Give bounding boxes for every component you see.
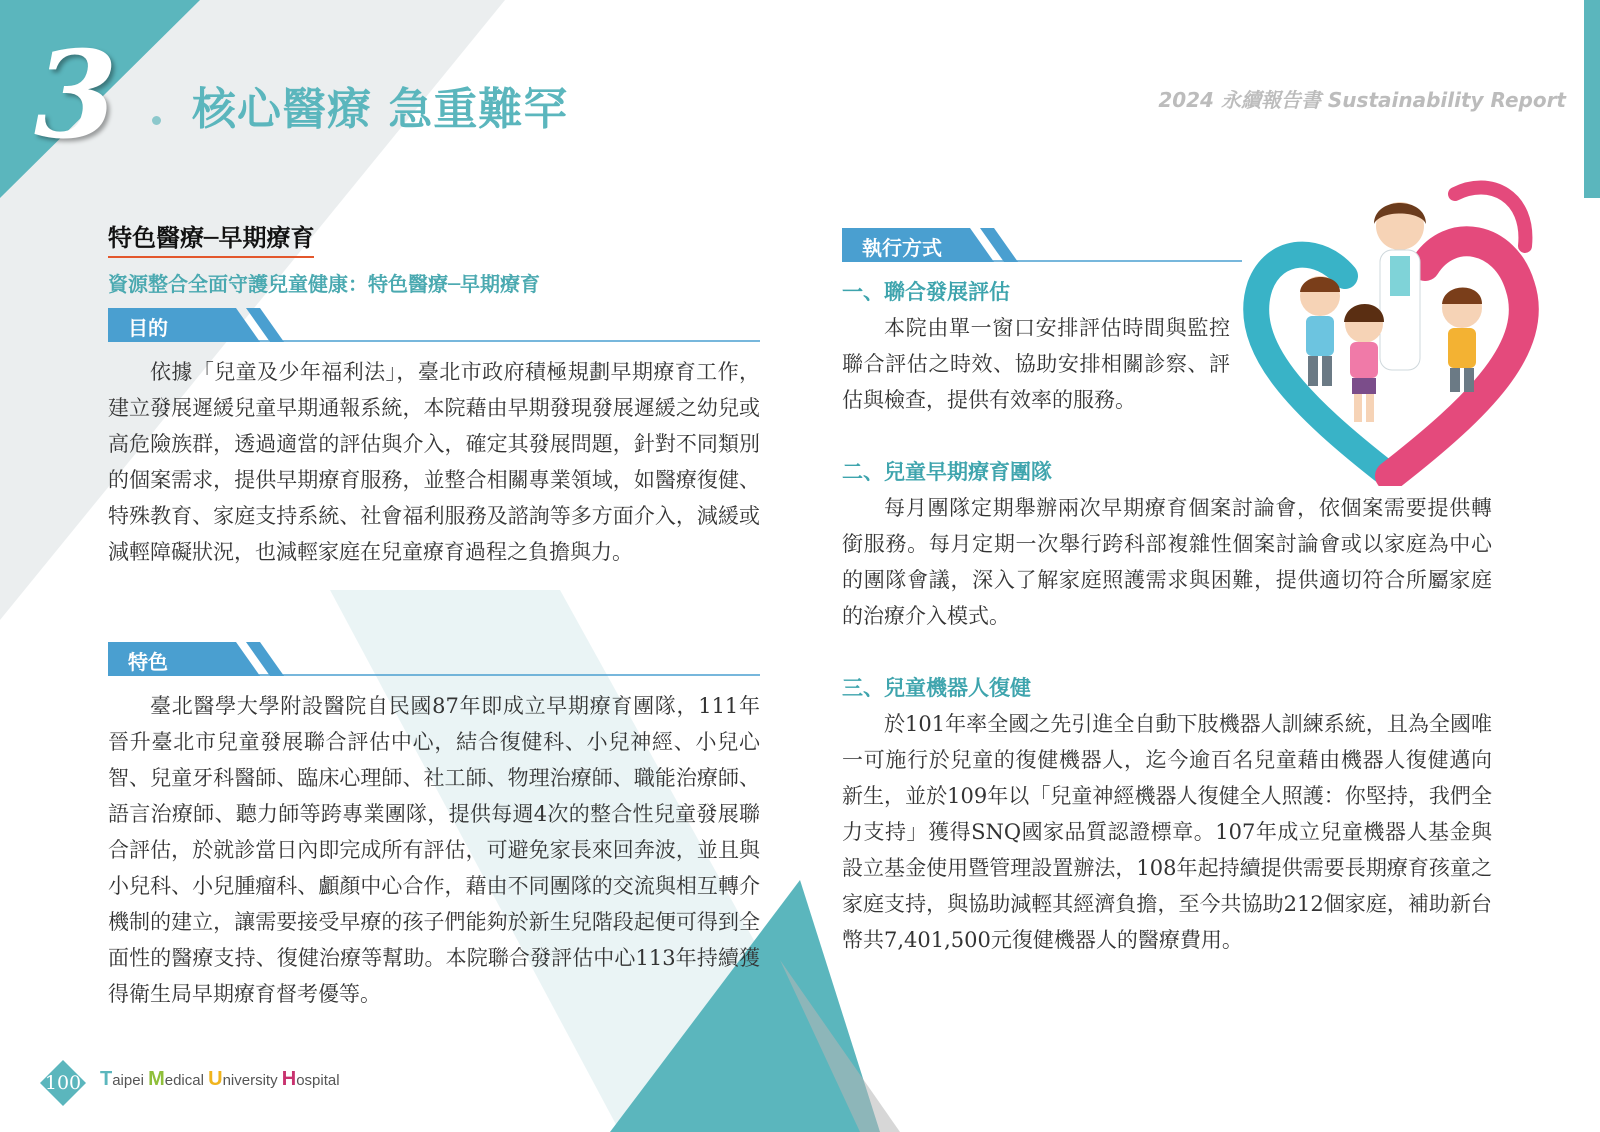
method-header-bar xyxy=(842,228,1242,262)
item2-title: 二、兒童早期療育團隊 xyxy=(842,460,1052,484)
feature-header-bar xyxy=(108,642,760,676)
brand-word-university: niversity xyxy=(222,1072,282,1089)
item1-text: 本院由單一窗口安排評估時間與監控聯合評估之時效、協助安排相關診察、評估與檢查，提供有效率的服務。 xyxy=(842,316,1230,412)
section-title: 特色醫療─早期療育 xyxy=(108,222,314,258)
section-subtitle: 資源整合全面守護兒童健康：特色醫療─早期療育 xyxy=(108,272,541,296)
page-number: 100 xyxy=(44,1072,82,1094)
brand-word-taipei: aipei xyxy=(112,1072,149,1089)
side-tab xyxy=(1584,0,1600,198)
footer-brand xyxy=(100,1068,340,1091)
brand-letter-t: T xyxy=(100,1068,113,1090)
brand-letter-h: H xyxy=(281,1068,297,1090)
chapter-dot xyxy=(152,116,161,125)
feature-label: 特色 xyxy=(128,650,168,674)
item3-text: 於101年率全國之先引進全自動下肢機器人訓練系統，且為全國唯一可施行於兒童的復健機器人，迄今逾百名兒童藉由機器人復健邁向新生，並於109年以「兒童神經機器人復健全人照護：你堅持，我們全力支持」獲得SNQ國家品質認證標章。107年成立兒童機器人基金與設立基金使用暨管理設置辦法，108年起持續提供需要長期療育孩童之家庭支持，與協助減輕其經濟負擔，至今共協助212個家庭，補助新台幣共7,401,500元復健機器人的醫療費用。 xyxy=(842,712,1492,952)
purpose-header-bar xyxy=(108,308,760,342)
page-number-badge xyxy=(40,1060,86,1106)
brand-letter-u: U xyxy=(208,1068,223,1090)
method-label: 執行方式 xyxy=(862,236,942,260)
chapter-title: 核心醫療 急重難罕 xyxy=(192,84,569,135)
purpose-label: 目的 xyxy=(128,316,168,340)
brand-letter-m: M xyxy=(148,1068,165,1090)
brand-word-hospital: ospital xyxy=(296,1072,340,1089)
report-title: 2024 永續報告書 Sustainability Report xyxy=(1158,88,1566,112)
purpose-text: 依據「兒童及少年福利法」，臺北市政府積極規劃早期療育工作，建立發展遲緩兒童早期通報系統，本院藉由早期發現發展遲緩之幼兒或高危險族群，透過適當的評估與介入，確定其發展問題，針對不同類別的個案需求，提供早期療育服務，並整合相關專業領域，如醫療復健、特殊教育、家庭支持系統、社會福利服務及諮詢等多方面介入，減緩或減輕障礙狀況，也減輕家庭在兒童療育過程之負擔與力。 xyxy=(108,360,760,564)
item1-title: 一、聯合發展評估 xyxy=(842,280,1010,304)
feature-text: 臺北醫學大學附設醫院自民國87年即成立早期療育團隊，111年晉升臺北市兒童發展聯合評估中心，結合復健科、小兒神經、小兒心智、兒童牙科醫師、臨床心理師、社工師、物理治療師、職能治療師、語言治療師、聽力師等跨專業團隊，提供每週4次的整合性兒童發展聯合評估，於就診當日內即完成所有評估，可避免家長來回奔波，並且與小兒科、小兒腫瘤科、顱顏中心合作，藉由不同團隊的交流與相互轉介機制的建立，讓需要接受早療的孩子們能夠於新生兒階段起便可得到全面性的醫療支持、復健治療等幫助。本院聯合發評估中心113年持續獲得衛生局早期療育督考優等。 xyxy=(108,694,760,1006)
chapter-number: 3 xyxy=(34,25,118,166)
item2-text: 每月團隊定期舉辦兩次早期療育個案討論會，依個案需要提供轉銜服務。每月定期一次舉行跨科部複雜性個案討論會或以家庭為中心的團隊會議，深入了解家庭照護需求與困難，提供適切符合所屬家庭的治療介入模式。 xyxy=(842,496,1492,628)
item3-title: 三、兒童機器人復健 xyxy=(842,676,1031,700)
brand-word-medical: edical xyxy=(164,1072,209,1089)
doctor-children-heart-illustration xyxy=(1240,176,1540,486)
